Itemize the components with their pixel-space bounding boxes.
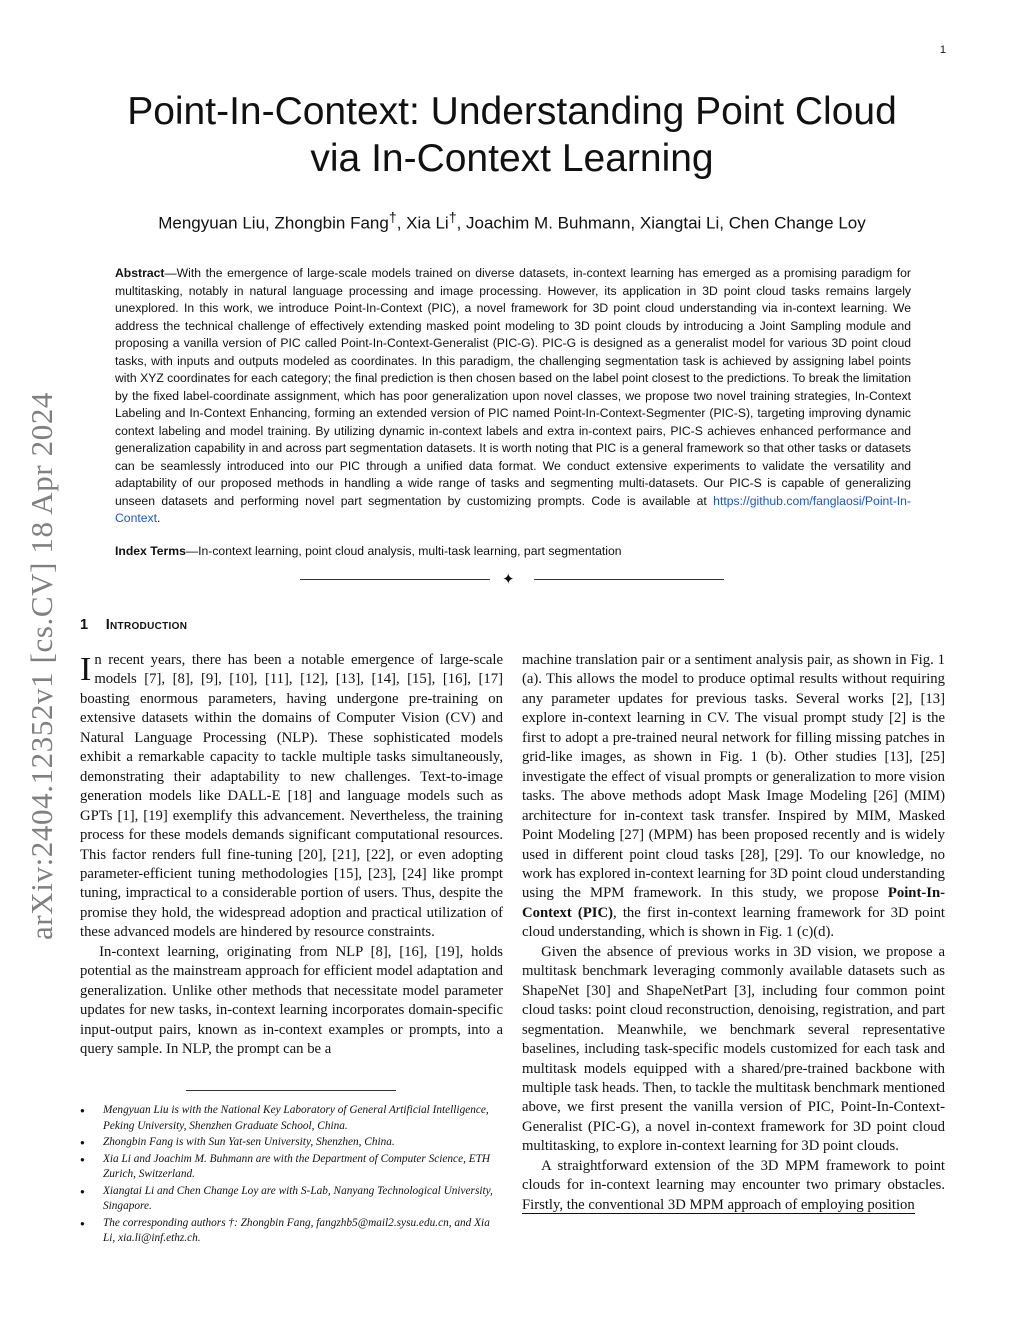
p5-text: A straightforward extension of the 3D MPM framework to point clouds for in-context learning may encounter two primary obstacles. xyxy=(522,1157,945,1194)
p3-text-b: , the first in-context learning framework for 3D point cloud understanding, which is shown in Fig. 1 (c)(d). xyxy=(522,904,945,941)
footnote-item: ● Xia Li and Joachim M. Buhmann are with the Department of Computer Science, ETH Zurich, Switzerland. xyxy=(80,1152,503,1183)
footnote-rule xyxy=(186,1090,396,1091)
authors-part-3: , Joachim M. Buhmann, Xiangtai Li, Chen Change Loy xyxy=(456,213,866,233)
footnotes xyxy=(80,1103,503,1248)
p3-text-a: machine translation pair or a sentiment analysis pair, as shown in Fig. 1 (a). This allows the model to produce optimal results without requiring any parameter updates for previous tasks. Several works [2], [13] explore in-context learning in CV. The visual prompt study [2] is the first to adopt a pre-trained neural network for filling missing patches in grid-like images, as shown in Fig. 1 (b). Other studies [13], [25] investigate the effect of visual prompts or generalization to more vision tasks. The above methods adopt Mask Image Modeling [26] (MIM) architecture for in-context task transfer. Inspired by MIM, Masked Point Modeling [27] (MPM) has been proposed recently and is widely used in different point cloud tasks [28], [29]. To our knowledge, no work has explored in-context learning for 3D point cloud understanding using the MPM framework. In this study, we propose xyxy=(522,652,945,902)
abstract-text: —With the emergence of large-scale models trained on diverse datasets, in-context learning has emerged as a promising paradigm for multitasking, notably in natural language processing and image processing. However, its application in 3D point cloud tasks remains largely unexplored. In this work, we introduce Point-In-Context (PIC), a novel framework for 3D point cloud understanding via in-context learning. We address the technical challenge of effectively extending masked point modeling to 3D point clouds by introducing a Joint Sampling module and proposing a vanilla version of PIC called Point-In-Context-Generalist (PIC-G). PIC-G is designed as a generalist model for various 3D point cloud tasks, with inputs and outputs modeled as coordinates. In this paradigm, the challenging segmentation task is achieved by assigning label points with XYZ coordinates for each category; the final prediction is then chosen based on the label point closest to the predictions. To break the limitation by the fixed label-coordinate assignment, which has poor generalization upon novel classes, we propose two novel training strategies, In-Context Labeling and In-Context Enhancing, forming an extended version of PIC named Point-In-Context-Segmenter (PIC-S), targeting improving dynamic context labeling and model training. By utilizing dynamic in-context labels and extra in-context pairs, PIC-S achieves enhanced performance and generalization capability in and across part segmentation datasets. It is worth noting that PIC is a general framework so that other tasks or datasets can be seamlessly introduced into our PIC through a unified data format. We conduct extensive experiments to validate the versatility and adaptability of our proposed methods in handling a wide range of tasks and segmenting multi-datasets. Our PIC-S is capable of generalizing unseen datasets and performing novel part segmentation by customizing prompts. Code is available at xyxy=(115,266,911,508)
footnote-item: ● Xiangtai Li and Chen Change Loy are with S-Lab, Nanyang Technological University, Singapore. xyxy=(80,1184,503,1215)
index-terms xyxy=(115,544,911,558)
intro-paragraph-2: In-context learning, originating from NLP [8], [16], [19], holds potential as the mainstream approach for efficient model adaptation and generalization. Unlike other methods that necessitate model parameter updates for new tasks, in-context learning incorporates domain-specific input-output pairs, known as in-context examples or prompts, into a query sample. In NLP, the prompt can be a xyxy=(80,943,503,1058)
footnote-item: ● Zhongbin Fang is with Sun Yat-sen University, Shenzhen, China. xyxy=(80,1135,503,1151)
authors-part-2: , Xia Li xyxy=(396,213,449,233)
p5-underlined-text: Firstly, the conventional 3D MPM approach of employing position xyxy=(522,1196,915,1213)
title-line-1: Point-In-Context: Understanding Point Cloud xyxy=(127,90,897,133)
code-link[interactable]: https://github.com/fanglaosi/Point-In-Context xyxy=(115,493,911,525)
arxiv-identifier: arXiv:2404.12352v1 [cs.CV] 18 Apr 2024 xyxy=(24,391,59,940)
page-number: 1 xyxy=(939,44,946,56)
left-column xyxy=(80,651,503,1060)
intro-p1-text: n recent years, there has been a notable emergence of large-scale models [7], [8], [9], [10], [11], [12], [13], [14], [15], [16], [17] boasting enormous parameters, having undergone pre-training on extensive datasets within the domains of Computer Vision (CV) and Natural Language Processing (NLP). These sophisticated models exhibit a remarkable capacity to tackle multiple tasks simultaneously, demonstrating their adaptability to new challenges. Text-to-image generation models like DALL-E [18] and language models such as GPTs [1], [19] exemplify this advancement. Nevertheless, the training process for these models demands significant computational resources. This factor renders full fine-tuning [20], [21], [22], or even adopting parameter-efficient tuning methodologies [15], [23], [24] like prompt tuning, impractical to a considerable portion of users. Thus, despite the promise they hold, the widespread adoption and practical utilization of these advanced models are hindered by resource constraints. xyxy=(80,652,503,941)
drop-cap: I xyxy=(80,651,92,688)
section-number: 1 xyxy=(80,617,89,633)
title-line-2: via In-Context Learning xyxy=(310,137,714,180)
footnote-item: ● The corresponding authors †: Zhongbin Fang, fangzhb5@mail2.sysu.edu.cn, and Xia Li, xia.li@inf.ethz.ch. xyxy=(80,1216,503,1247)
index-terms-label: Index Terms xyxy=(115,544,186,558)
intro-paragraph-5 xyxy=(522,1157,945,1215)
dagger-mark: † xyxy=(448,210,457,226)
index-terms-text: —In-context learning, point cloud analysis, multi-task learning, part segmentation xyxy=(185,544,622,558)
paper-title xyxy=(0,88,1024,182)
divider-star-icon: ✦ xyxy=(502,572,515,588)
divider-line-right xyxy=(534,579,724,580)
intro-paragraph-3 xyxy=(522,651,945,943)
section-title: Introduction xyxy=(105,617,188,633)
pic-name-bold: Point-In-Context (PIC) xyxy=(522,885,945,921)
author-list xyxy=(0,210,1024,234)
section-heading xyxy=(80,617,187,633)
right-column xyxy=(522,651,945,1215)
section-divider xyxy=(300,572,724,588)
intro-paragraph-1 xyxy=(80,651,503,943)
divider-line-left xyxy=(300,579,490,580)
abstract-end: . xyxy=(157,511,161,525)
footnote-item: ● Mengyuan Liu is with the National Key Laboratory of General Artificial Intelligence, Peking University, Shenzhen Graduate School, China. xyxy=(80,1103,503,1134)
dagger-mark: † xyxy=(388,210,397,226)
intro-paragraph-4: Given the absence of previous works in 3D vision, we propose a multitask benchmark leveraging commonly available datasets such as ShapeNet [30] and ShapeNetPart [3], including four common point cloud tasks: point cloud reconstruction, denoising, registration, and part segmentation. Meanwhile, we benchmark several representative baselines, including task-specific models customized for each task and multitask models equipped with a shared/pre-trained backbone with multiple task heads. Then, to tackle the multitask benchmark mentioned above, we first present the vanilla version of PIC, Point-In-Context-Generalist (PIC-G), a novel in-context framework for 3D point cloud multitasking, to explore in-context learning for 3D point clouds. xyxy=(522,943,945,1155)
abstract-label: Abstract xyxy=(115,266,165,280)
abstract xyxy=(115,265,911,528)
authors-part-1: Mengyuan Liu, Zhongbin Fang xyxy=(158,213,389,233)
